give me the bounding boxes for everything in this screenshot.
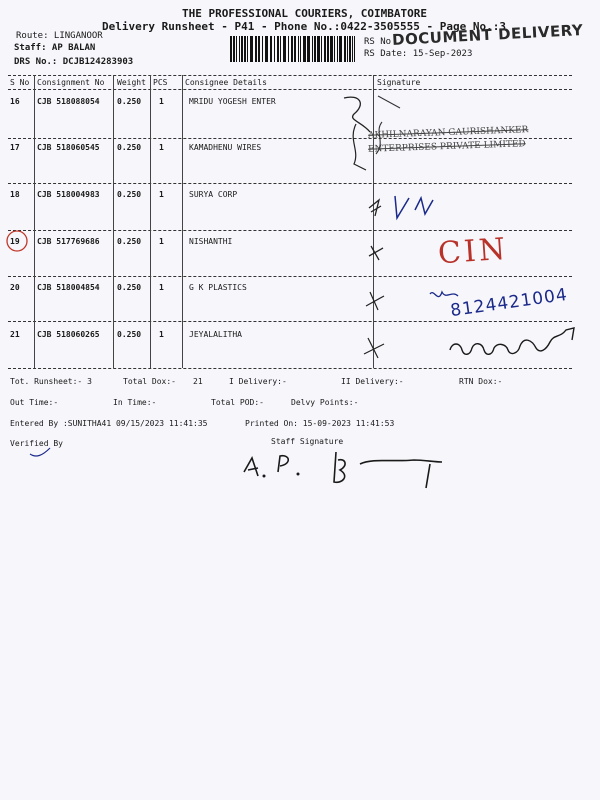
out-time: Out Time:- [10,398,59,407]
row-divider [8,276,572,277]
row-sno: 18 [10,190,20,199]
drs-number: DRS No.: DCJB124283903 [14,57,134,67]
row-pcs: 1 [159,190,164,199]
column-rule [113,75,114,368]
row-consignee: MRIDU YOGESH ENTER [189,97,276,106]
signature-row17 [346,120,406,180]
table-header-rule [8,89,572,90]
total-dox-value: 21 [193,377,203,386]
row-consignee: JEYALALITHA [189,330,242,339]
route-label: Route: LINGANOOR [16,31,103,41]
col-header-sno: S No [10,78,30,87]
row-consignee: G K PLASTICS [189,283,247,292]
verified-by: Verified By [10,439,63,448]
staff-signature-scribble [238,448,448,498]
row-consignment-no: CJB 518060265 [37,330,100,339]
col-header-signature: Signature [377,78,421,87]
row-weight: 0.250 [117,190,142,199]
row-divider [8,230,572,231]
col-header-pcs: PCS [153,78,168,87]
runsheet-subtitle: Delivery Runsheet - P41 - Phone No.:0422-3505555 - Page No.:3 [102,20,506,33]
verified-tick [28,446,58,460]
company-seal-line1: AKHILNARAYAN GAURISHANKER [367,125,529,141]
row-weight: 0.250 [117,330,142,339]
row-pcs: 1 [159,237,164,246]
row-consignee: SURYA CORP [189,190,238,199]
row-pcs: 1 [159,283,164,292]
col-header-weight: Weight [117,78,146,87]
signature-row19 [365,238,395,268]
staff-signature-label: Staff Signature [271,437,344,446]
handwritten-initials: CIN [436,231,510,272]
entered-by: Entered By :SUNITHA41 09/15/2023 11:41:35 [10,419,208,428]
handwritten-phone: 8124421004 [449,284,569,322]
column-rule [150,75,151,368]
row-weight: 0.250 [117,97,142,106]
row-divider [8,183,572,184]
i-delivery: I Delivery:- [229,377,287,386]
row-pcs: 1 [159,143,164,152]
signature-row21 [360,320,590,370]
row-consignment-no: CJB 518088054 [37,97,100,106]
column-rule [34,75,35,368]
row-pcs: 1 [159,97,164,106]
row-consignment-no: CJB 517769686 [37,237,100,246]
row-consignment-no: CJB 518004983 [37,190,100,199]
signature-row18 [365,188,455,228]
row-weight: 0.250 [117,283,142,292]
total-pod: Total POD:- [211,398,264,407]
staff-label: Staff: AP BALAN [14,43,96,53]
document-delivery-stamp: DOCUMENT DELIVERY [391,21,584,49]
delvy-points: Delvy Points:- [291,398,359,407]
ii-delivery: II Delivery:- [341,377,404,386]
row-sno: 16 [10,97,20,106]
row-weight: 0.250 [117,237,142,246]
total-dox-label: Total Dox:- [123,377,176,386]
col-header-consignee: Consignee Details [185,78,267,87]
pen-circle-mark [4,228,36,256]
printed-on: Printed On: 15-09-2023 11:41:53 [245,419,395,428]
row-consignee: NISHANTHI [189,237,233,246]
row-consignment-no: CJB 518060545 [37,143,100,152]
col-header-consignment: Consignment No [37,78,105,87]
row-consignment-no: CJB 518004854 [37,283,100,292]
row-pcs: 1 [159,330,164,339]
row-sno: 21 [10,330,20,339]
row-sno: 17 [10,143,20,152]
table-top-rule [8,75,572,76]
row-weight: 0.250 [117,143,142,152]
rs-no-label: RS No [364,37,392,47]
row-divider [8,138,572,139]
barcode [230,36,358,64]
company-seal-line2: ENTERPRISES PRIVATE LIMITED [367,139,526,155]
rtn-dox: RTN Dox:- [459,377,503,386]
column-rule [182,75,183,368]
row-sno: 20 [10,283,20,292]
company-title: THE PROFESSIONAL COURIERS, COIMBATORE [182,7,428,20]
rs-date: RS Date: 15-Sep-2023 [364,49,473,59]
in-time: In Time:- [113,398,157,407]
tot-runsheet: Tot. Runsheet:- 3 [10,377,92,386]
row-sno: 19 [10,237,20,246]
row-consignee: KAMADHENU WIRES [189,143,262,152]
